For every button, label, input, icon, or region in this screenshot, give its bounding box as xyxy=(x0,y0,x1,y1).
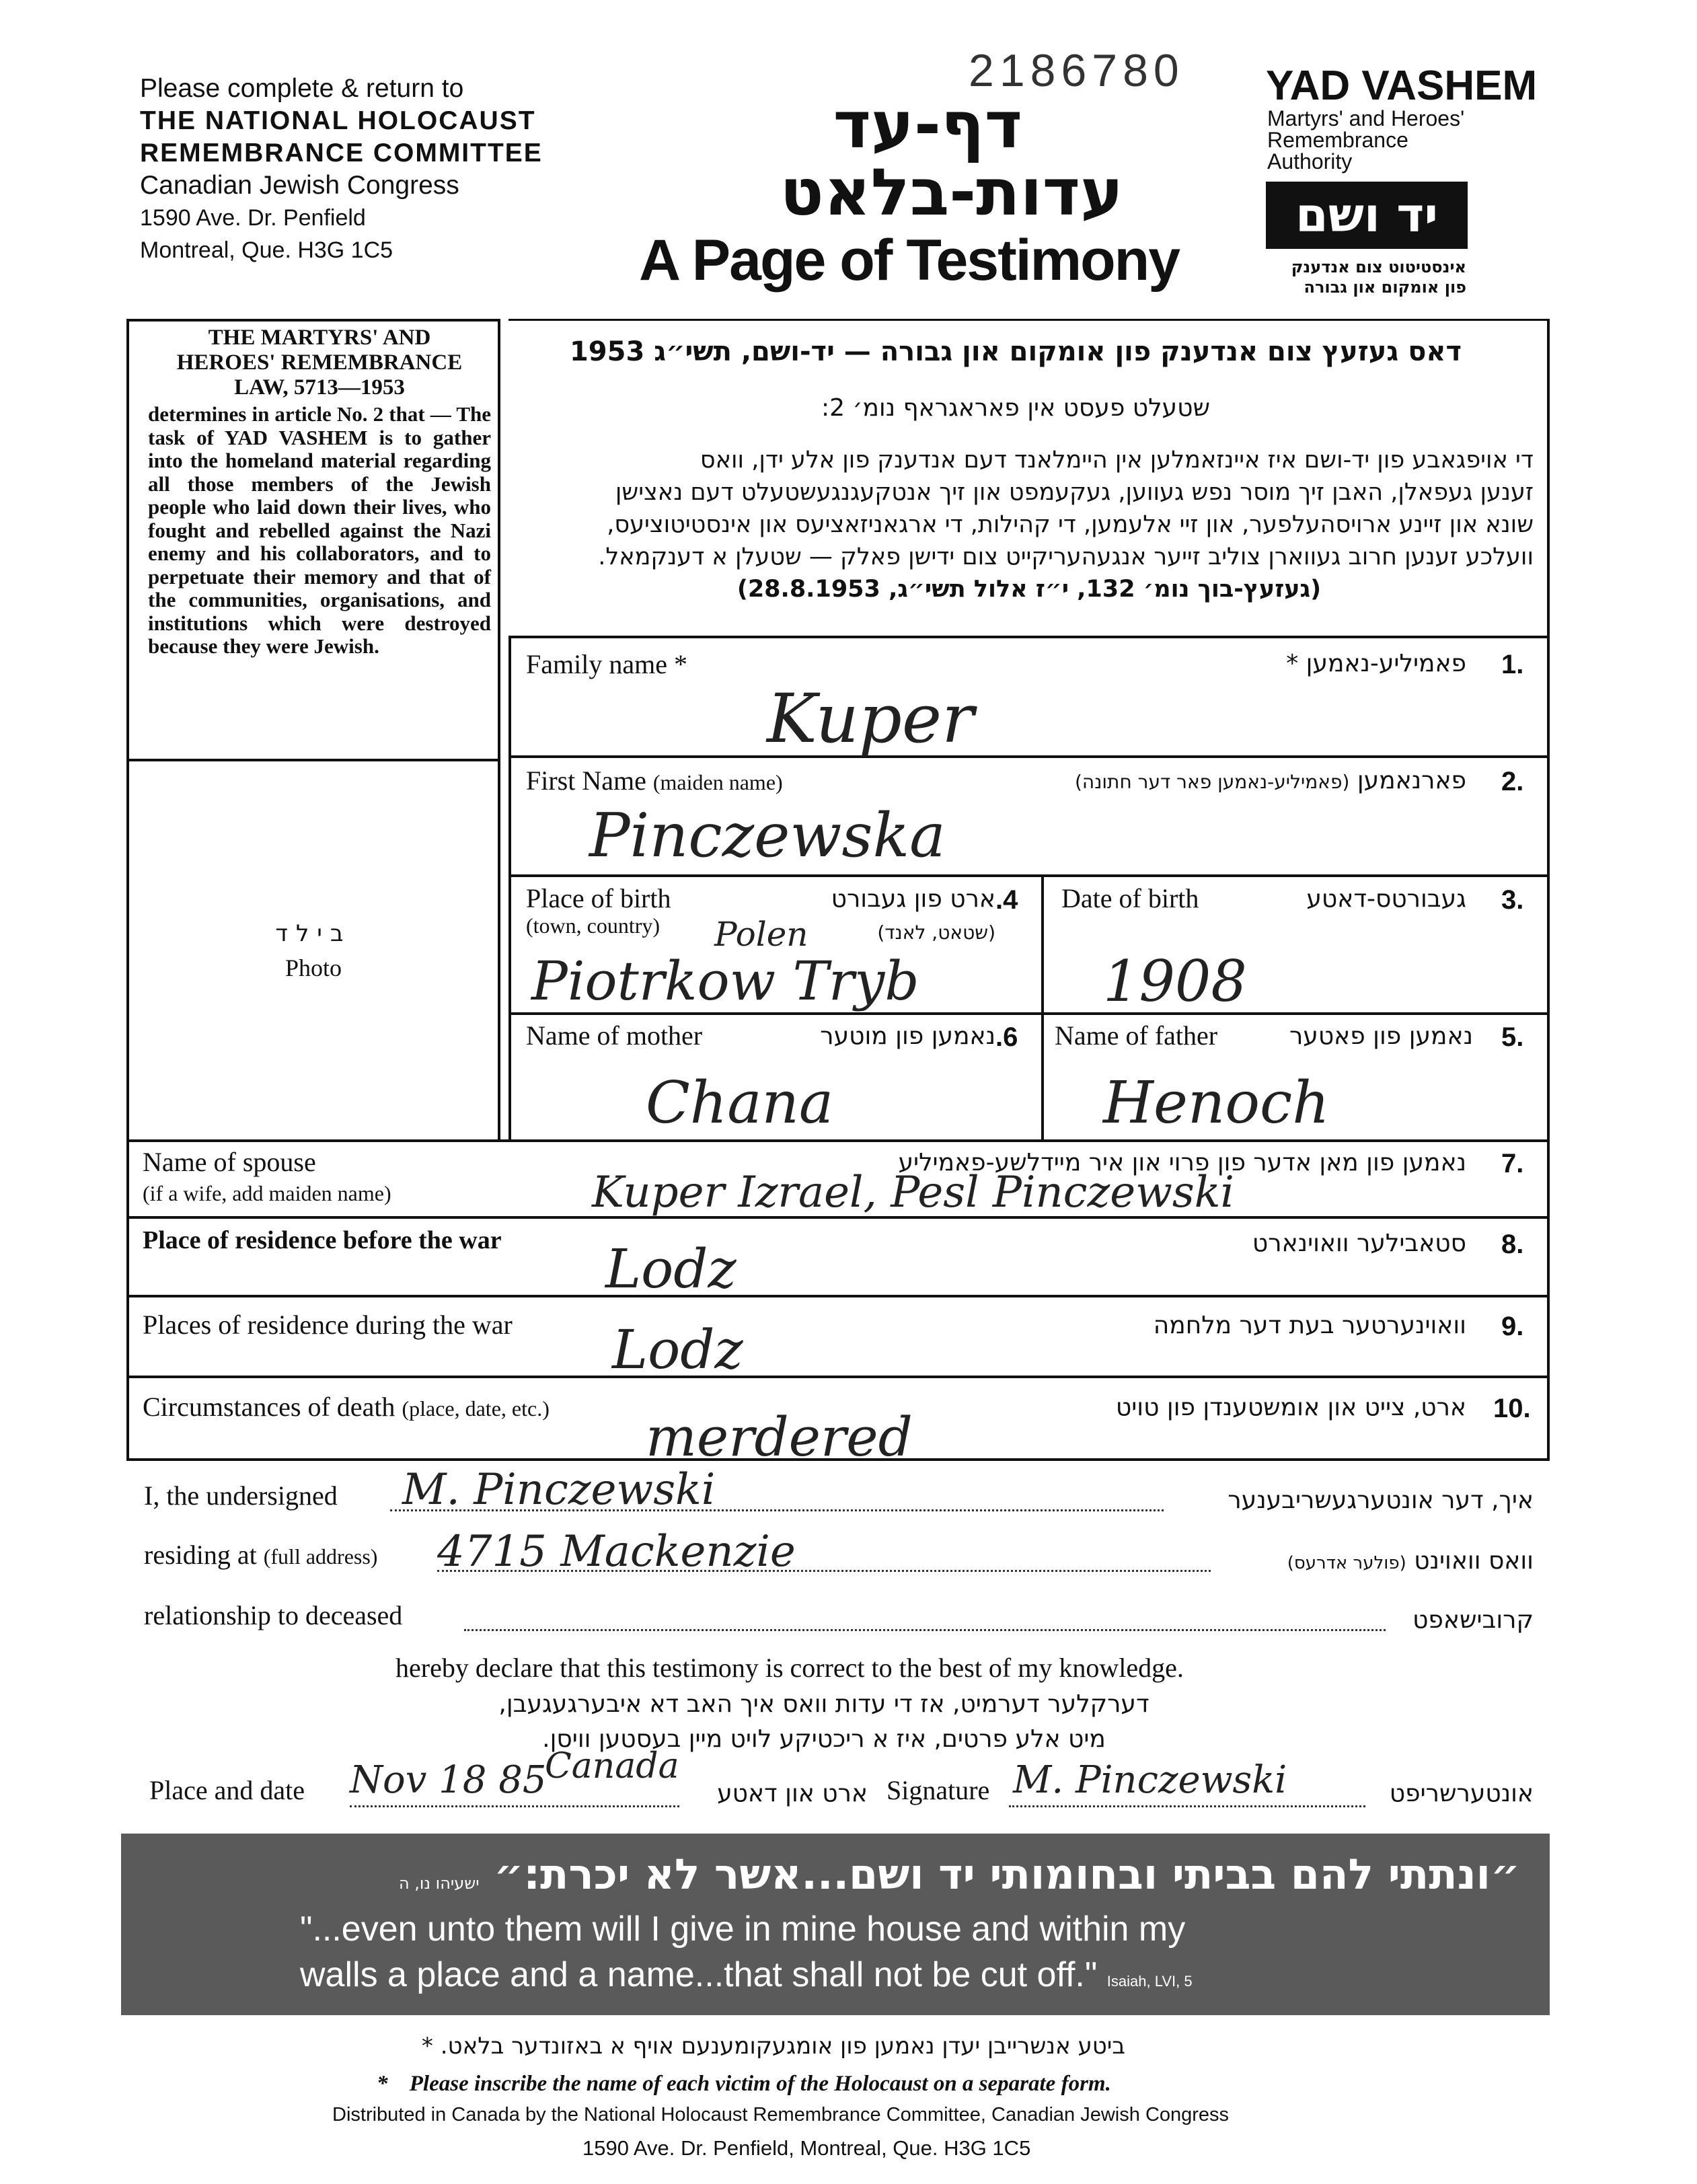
mother-name-label: Name of mother xyxy=(526,1020,703,1051)
date-of-birth-label: Date of birth xyxy=(1061,883,1199,913)
relationship-heb: קרובישאפט xyxy=(1412,1606,1534,1634)
return-line: THE NATIONAL HOLOCAUST xyxy=(140,106,536,135)
banner-english-1: "...even unto them will I give in mine house and within my xyxy=(300,1910,1186,1949)
father-name-heb: נאמען פון פאטער xyxy=(1289,1022,1473,1050)
return-line: Canadian Jewish Congress xyxy=(140,171,459,200)
footer-distributed: Distributed in Canada by the National Holocaust Remembrance Committee, Canadian Jewish Congress xyxy=(332,2104,1230,2125)
row2-bottom xyxy=(508,874,1550,877)
footer-address: 1590 Ave. Dr. Penfield, Montreal, Que. H3G 1C5 xyxy=(582,2136,1031,2160)
field-number: 8. xyxy=(1501,1230,1524,1259)
spouse-label: Name of spouse xyxy=(143,1147,316,1177)
law-text: determines in article No. 2 that — The task of YAD VASHEM is to gather into the homeland material regarding all those members of the Jewish people who laid down their lives, who fought and rebelled against the Nazi enemy and his collaborators, and to perpetuate their memory and that of the communities, organisations, and institutions which were destroyed because they were Jewish. xyxy=(148,402,491,658)
row34-divider xyxy=(1041,874,1044,1141)
place-of-birth-value[interactable]: Piotrkow Tryb xyxy=(531,950,919,1012)
row3-bottom xyxy=(508,1012,1550,1015)
residence-during-heb: וואוינערטער בעת דער מלחמה xyxy=(1153,1312,1466,1339)
place-of-birth-label: Place of birth xyxy=(526,883,671,913)
place-date-value[interactable]: Nov 18 85 xyxy=(350,1758,547,1802)
family-name-label: Family name * xyxy=(526,649,687,679)
banner-english-ref: Isaiah, LVI, 5 xyxy=(1106,1973,1193,1990)
row4-bottom xyxy=(126,1139,1550,1142)
spouse-value[interactable]: Kuper Izrael, Pesl Pinczewski xyxy=(592,1168,1234,1217)
return-address xyxy=(140,73,543,266)
yiddish-body xyxy=(525,444,1534,605)
footer-note-text: Please inscribe the name of each victim of the Holocaust on a separate form. xyxy=(409,2072,1111,2096)
declaration-heb-line: מיט אלע פרטים, איז א ריכטיקע לויט מיין בעסטען וויסן. xyxy=(542,1725,1106,1753)
left-divider xyxy=(498,319,500,1141)
residing-label-text: residing at xyxy=(144,1540,257,1570)
left-box-top xyxy=(126,319,500,322)
law-heading-line: LAW, 5713—1953 xyxy=(234,375,405,400)
law-heading-line: HEROES' REMEMBRANCE xyxy=(176,350,463,375)
father-name-label: Name of father xyxy=(1055,1020,1218,1051)
fields-top xyxy=(508,636,1550,638)
footer-note-star: * xyxy=(377,2072,388,2096)
banner-hebrew xyxy=(148,1850,1520,1899)
date-of-birth-heb: געבורטס-דאטע xyxy=(1306,885,1466,913)
place-date-heb: ארט און דאטע xyxy=(717,1780,868,1807)
field-number: 1. xyxy=(1501,650,1524,679)
yiddish-line: זענען געפאלן, האבן זיך מוסר נפש געווען, געקעמפט און זיך אנטקעגנגעשטעלט דעם נאצישן xyxy=(615,479,1534,506)
family-name-heb: פאמיליע-נאמען * xyxy=(1286,650,1466,677)
declaration-heb-line: דערקלער דערמיט, אז די עדות וואס איך האב דא איבערגעגעבן, xyxy=(498,1690,1149,1718)
mother-name-heb: נאמען פון מוטער xyxy=(820,1022,995,1050)
signature-line xyxy=(1009,1805,1365,1807)
fields-left xyxy=(508,636,511,1141)
residence-before-heb: סטאבילער וואוינארט xyxy=(1252,1230,1466,1257)
yiddish-law-sub: שטעלט פעסט אין פאראגראף נומ׳ 2: xyxy=(821,394,1210,422)
law-heading-line: THE MARTYRS' AND xyxy=(208,326,431,350)
first-name-heb-text: פארנאמען xyxy=(1357,767,1466,794)
return-line: Montreal, Que. H3G 1C5 xyxy=(140,237,393,263)
org-hebrew-line: אינסטיטוט צום אנדענק xyxy=(1291,258,1466,276)
banner-english-2 xyxy=(300,1955,1193,1995)
residence-before-value[interactable]: Lodz xyxy=(605,1238,737,1300)
death-label-small: (place, date, etc.) xyxy=(402,1396,550,1421)
first-name-label-small: (maiden name) xyxy=(652,770,783,794)
death-circumstances-heb: ארט, צייט און אומשטענדן פון טויט xyxy=(1115,1394,1466,1421)
org-name: YAD VASHEM xyxy=(1266,63,1538,109)
page-title: A Page of Testimony xyxy=(639,228,1180,293)
yiddish-line: די אויפגאבע פון יד-ושם איז איינזאמלען אין היימלאנד דעם אנדענק פון אלע ידן, וואס xyxy=(700,447,1534,474)
mother-name-value[interactable]: Chana xyxy=(646,1069,834,1137)
field-number: 5. xyxy=(1501,1022,1524,1052)
serial-number: 2186780 xyxy=(969,45,1184,96)
yad-vashem-logo: יד ושם xyxy=(1266,182,1468,249)
first-name-heb xyxy=(874,767,1466,794)
yiddish-line: שונא און זיינע ארויסהעלפער, און זיי אלעמען, די קהילות, די ארגאניזאציעס און אינסטיטוציעס, xyxy=(607,511,1534,538)
signature-value[interactable]: M. Pinczewski xyxy=(1013,1758,1287,1802)
declaration-statement: hereby declare that this testimony is correct to the best of my knowledge. xyxy=(395,1653,1184,1683)
country-value[interactable]: Polen xyxy=(714,915,808,954)
death-circumstances-value[interactable]: merdered xyxy=(646,1406,913,1468)
law-box xyxy=(148,326,491,658)
field-number: 3. xyxy=(1501,885,1524,915)
undersigned-value[interactable]: M. Pinczewski xyxy=(402,1465,716,1515)
footer-note xyxy=(377,2072,1111,2097)
photo-area xyxy=(129,761,498,1139)
yiddish-citation: (געזעץ-בוך נומ׳ 132, י״ז אלול תשי״ג, 28.8.1953) xyxy=(737,576,1322,603)
field-number: 9. xyxy=(1501,1312,1524,1341)
field-number: 10. xyxy=(1493,1394,1531,1423)
signature-heb: אונטערשריפט xyxy=(1389,1780,1534,1807)
relationship-line xyxy=(464,1629,1386,1631)
place-date-label: Place and date xyxy=(149,1775,305,1805)
first-name-label-text: First Name xyxy=(526,765,646,796)
place-of-birth-small: (town, country) xyxy=(526,913,661,938)
father-name-value[interactable]: Henoch xyxy=(1103,1069,1330,1137)
signature-label: Signature xyxy=(887,1775,990,1805)
org-hebrew-line: פון אומקום און גבורה xyxy=(1304,278,1466,297)
residing-heb-small: (פולער אדרעס) xyxy=(1287,1553,1406,1573)
residence-during-label: Places of residence during the war xyxy=(143,1310,513,1340)
date-of-birth-value[interactable]: 1908 xyxy=(1103,948,1247,1014)
footer-heb-note: ביטע אנשרייבן יעדן נאמען פון אומגעקומענעם אויף א באזונדער בלאט. * xyxy=(421,2033,1126,2060)
field-number: 7. xyxy=(1501,1149,1524,1178)
org-subtitle-line: Remembrance xyxy=(1267,128,1408,152)
return-line: REMEMBRANCE COMMITTEE xyxy=(140,139,543,167)
org-hebrew-sub xyxy=(1258,257,1466,297)
first-name-heb-small: (פאמיליע-נאמען פאר דער חתונה) xyxy=(1075,771,1350,793)
relationship-label: relationship to deceased xyxy=(144,1600,403,1630)
field-number: .6 xyxy=(995,1022,1018,1052)
form-right xyxy=(1547,319,1550,1460)
return-line: 1590 Ave. Dr. Penfield xyxy=(140,205,366,231)
place-value[interactable]: Canada xyxy=(545,1746,679,1786)
org-subtitle xyxy=(1267,108,1464,172)
field-number: 2. xyxy=(1501,767,1524,796)
row9-bottom xyxy=(126,1376,1550,1378)
residing-label xyxy=(144,1539,377,1571)
residence-before-label: Place of residence before the war xyxy=(143,1226,502,1254)
first-name-value[interactable]: Pinczewska xyxy=(589,800,946,871)
return-line: Please complete & return to xyxy=(140,74,464,103)
declaration-heb xyxy=(404,1687,1244,1757)
banner-english-2-text: walls a place and a name...that shall not be cut off." xyxy=(300,1955,1098,1994)
place-of-birth-heb: ארט פון געבורט xyxy=(831,885,995,913)
field-number: .4 xyxy=(995,885,1018,915)
hebrew-title-1: דף-עד xyxy=(833,87,1022,163)
photo-hebrew: בילד xyxy=(275,920,352,947)
residing-heb xyxy=(1211,1547,1534,1575)
bottom-left xyxy=(126,1139,129,1460)
place-date-line xyxy=(350,1805,679,1807)
spouse-label-small: (if a wife, add maiden name) xyxy=(143,1181,391,1205)
org-subtitle-line: Authority xyxy=(1267,149,1353,174)
family-name-value[interactable]: Kuper xyxy=(767,679,974,758)
death-label-text: Circumstances of death xyxy=(143,1392,395,1422)
hebrew-title-2: עדות-בלאט xyxy=(780,155,1123,230)
form-top xyxy=(508,319,1550,321)
undersigned-label: I, the undersigned xyxy=(144,1480,338,1511)
org-subtitle-line: Martyrs' and Heroes' xyxy=(1267,106,1465,130)
undersigned-heb: איך, דער אונטערגעשריבענער xyxy=(1228,1486,1534,1514)
death-circumstances-label xyxy=(143,1391,550,1423)
photo-label: Photo xyxy=(285,954,342,981)
spouse-heb: נאמען פון מאן אדער פון פרוי און איר מיידלשע-פאמיליע xyxy=(898,1149,1466,1176)
row8-bottom xyxy=(126,1295,1550,1297)
place-of-birth-heb-small: (שטאט, לאנד) xyxy=(877,921,995,944)
banner-hebrew-ref: ישעיהו נו, ה xyxy=(398,1874,480,1893)
residing-heb-text: וואס וואוינט xyxy=(1414,1547,1534,1575)
first-name-label xyxy=(526,765,783,796)
yiddish-line: וועלכע זענען חרוב געווארן צוליב זייער אנגעהעריקייט צום ידישן פאלק — שטעלן א דענקמאל. xyxy=(598,543,1534,570)
residing-value[interactable]: 4715 Mackenzie xyxy=(437,1527,796,1577)
quote-banner xyxy=(121,1834,1550,2015)
residence-during-value[interactable]: Lodz xyxy=(612,1318,743,1381)
row1-bottom xyxy=(508,755,1550,758)
banner-hebrew-text: ״ונתתי להם בביתי ובחומותי יד ושם...אשר לא יכרת:״ xyxy=(494,1850,1520,1899)
yiddish-law-title: דאס געזעץ צום אנדענק פון אומקום און גבורה — יד-ושם, תשי״ג 1953 xyxy=(569,336,1462,367)
residing-label-small: (full address) xyxy=(263,1544,378,1569)
